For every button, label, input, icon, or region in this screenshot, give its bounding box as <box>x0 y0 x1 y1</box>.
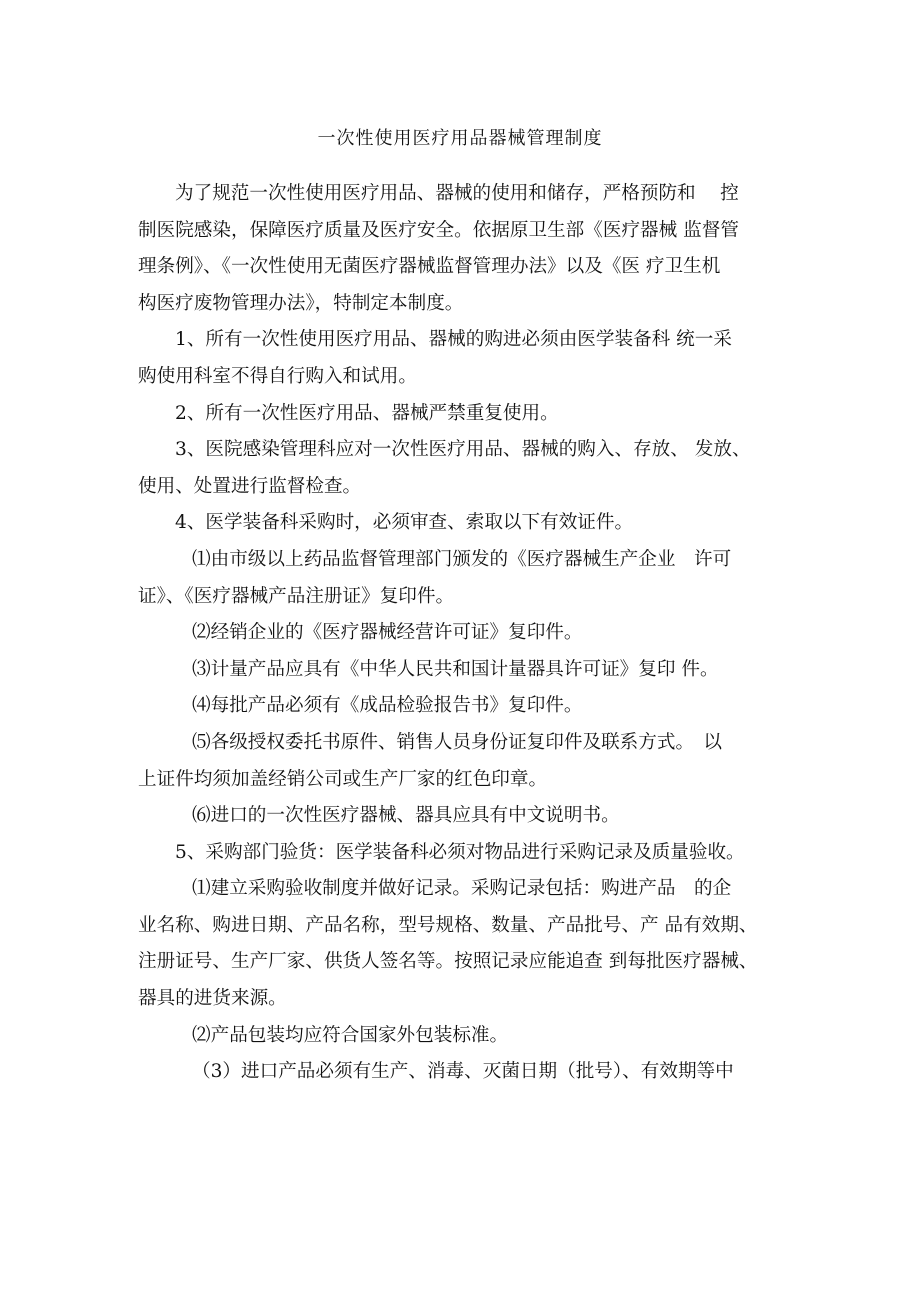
text-line: 证》、《医疗器械产品注册证》复印件。 <box>138 585 455 607</box>
text-line: 注册证号、生产厂家、供货人签名等。按照记录应能追查 到每批医疗器械、 <box>138 951 758 973</box>
document-body <box>138 176 790 1091</box>
text-line: 上证件均须加盖经销公司或生产厂家的红色印章。 <box>138 768 548 790</box>
text-line: 理条例》、《一次性使用无菌医疗器械监督管理办法》以及《医 疗卫生机 <box>138 256 721 278</box>
text-line: （3）进口产品必须有生产、消毒、灭菌日期（批号）、有效期等中 <box>192 1061 734 1083</box>
text-line: ⑵经销企业的《医疗器械经营许可证》复印件。 <box>192 622 583 644</box>
text-line: 为了规范一次性使用医疗用品、器械的使用和储存，严格预防和 控 <box>175 183 739 204</box>
text-line: ⑵产品包装均应符合国家外包装标准。 <box>192 1024 509 1046</box>
text-line: 5、采购部门验货：医学装备科必须对物品进行采购记录及质量验收。 <box>175 841 745 863</box>
text-line: ⑴建立采购验收制度并做好记录。采购记录包括：购进产品 的企 <box>192 878 732 900</box>
text-line: 2、所有一次性医疗用品、器械严禁重复使用。 <box>175 402 559 424</box>
text-line: ⑸各级授权委托书原件、销售人员身份证复印件及联系方式。 以 <box>192 731 722 753</box>
text-line: ⑹进口的一次性医疗器械、器具应具有中文说明书。 <box>192 805 620 827</box>
text-line: 构医疗废物管理办法》，特制定本制度。 <box>138 292 464 314</box>
text-line: 1、所有一次性使用医疗用品、器械的购进必须由医学装备科 统一采 <box>175 329 732 351</box>
text-line: 使用、处置进行监督检查。 <box>138 475 362 497</box>
text-line: 制医院感染，保障医疗质量及医疗安全。依据原卫生部《医疗器械 监督管 <box>138 219 739 241</box>
document-title: 一次性使用医疗用品器械管理制度 <box>317 128 603 149</box>
text-line: ⑷每批产品必须有《成品检验报告书》复印件。 <box>192 695 583 717</box>
text-line: 器具的进货来源。 <box>138 988 287 1010</box>
text-line: 购使用科室不得自行购入和试用。 <box>138 365 417 387</box>
text-line: 3、医院感染管理科应对一次性医疗用品、器械的购入、存放、 发放、 <box>175 439 751 461</box>
text-line: ⑶计量产品应具有《中华人民共和国计量器具许可证》复印 件。 <box>192 658 719 680</box>
text-line: 业名称、购进日期、产品名称，型号规格、数量、产品批号、产 品有效期、 <box>138 914 758 936</box>
text-line: 4、医学装备科采购时，必须审查、索取以下有效证件。 <box>175 512 634 534</box>
text-line: ⑴由市级以上药品监督管理部门颁发的《医疗器械生产企业 许可 <box>192 548 732 570</box>
